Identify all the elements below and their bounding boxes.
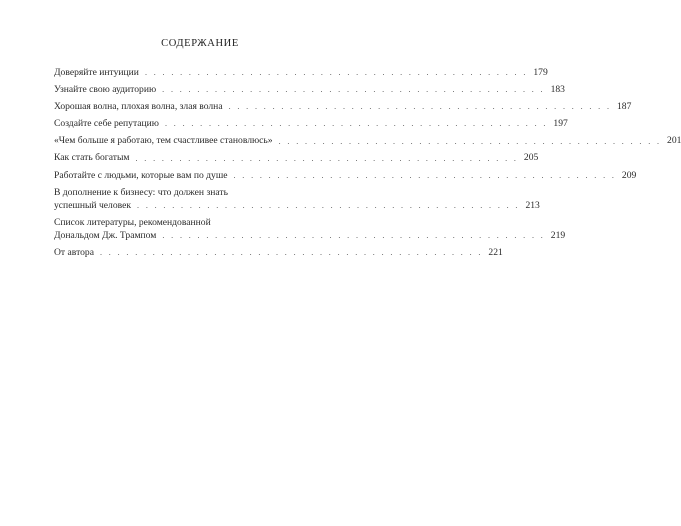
toc-entry-title: Создайте себе репутацию [54, 118, 159, 130]
toc-leader-dots: . . . . . . . . . . . . . . . . . . . . . . . . . . . . . . . . . . . . . . . . . . . . [162, 231, 546, 241]
toc-entry-title: От автора [54, 247, 94, 259]
toc-leader-dots: . . . . . . . . . . . . . . . . . . . . . . . . . . . . . . . . . . . . . . . . . . . . [233, 170, 617, 180]
toc-entry-title: Хорошая волна, плохая волна, злая волна [54, 101, 223, 113]
toc-entry-page: 205 [523, 152, 539, 164]
toc-leader-dots: . . . . . . . . . . . . . . . . . . . . . . . . . . . . . . . . . . . . . . . . . . . . [135, 153, 519, 163]
toc-entry-title: Узнайте свою аудиторию [54, 84, 157, 96]
toc-entry [54, 117, 568, 130]
toc-entry [54, 169, 637, 182]
toc-entry [54, 66, 548, 79]
toc-entry [54, 246, 503, 259]
toc-leader-dots: . . . . . . . . . . . . . . . . . . . . . . . . . . . . . . . . . . . . . . . . . . . . [164, 119, 548, 129]
toc-leader-dots: . . . . . . . . . . . . . . . . . . . . . . . . . . . . . . . . . . . . . . . . . . . . [228, 102, 612, 112]
toc-heading: СОДЕРЖАНИЕ [161, 38, 239, 49]
toc-entry-page: 187 [617, 101, 632, 113]
toc-leader-dots: . . . . . . . . . . . . . . . . . . . . . . . . . . . . . . . . . . . . . . . . . . . . [278, 136, 662, 146]
toc-entry-title-line1: В дополнение к бизнесу: что должен знать [54, 186, 228, 198]
toc-entry-page: 221 [488, 247, 503, 259]
toc-entry-page: 213 [525, 199, 540, 211]
toc-leader-dots: . . . . . . . . . . . . . . . . . . . . . . . . . . . . . . . . . . . . . . . . . . . . [100, 248, 483, 258]
toc-list [54, 66, 681, 259]
toc-entry-title: Работайте с людьми, которые вам по душе [54, 169, 228, 181]
toc-entry [54, 186, 540, 212]
toc-entry-page: 197 [553, 118, 568, 130]
toc-entry-page: 183 [550, 84, 565, 96]
toc-entry-title: Доверяйте интуиции [54, 67, 139, 78]
toc-entry-page: 179 [533, 67, 548, 78]
toc-entry [54, 216, 566, 242]
toc-entry [54, 151, 539, 164]
toc-leader-dots: . . . . . . . . . . . . . . . . . . . . . . . . . . . . . . . . . . . . . . . . . . . . [162, 85, 545, 95]
toc-entry-title-line2: Дональдом Дж. Трампом [54, 230, 157, 242]
toc-entry [54, 83, 565, 96]
toc-entry-page: 209 [621, 169, 637, 181]
toc-entry [54, 100, 632, 113]
toc-entry-title-line1: Список литературы, рекомендованной [54, 216, 211, 228]
toc-entry-title: Как стать богатым [54, 152, 130, 164]
toc-leader-dots: . . . . . . . . . . . . . . . . . . . . . . . . . . . . . . . . . . . . . . . . . . . . [137, 201, 520, 211]
toc-entry-title-line2: успешный человек [54, 199, 132, 211]
toc-leader-dots: . . . . . . . . . . . . . . . . . . . . . . . . . . . . . . . . . . . . . . . . . . . . [144, 68, 528, 78]
toc-entry-page: 201 [667, 135, 681, 147]
toc-entry [54, 134, 681, 147]
toc-entry-page: 219 [550, 230, 566, 242]
toc-entry-title: «Чем больше я работаю, тем счастливее становлюсь» [54, 135, 273, 147]
